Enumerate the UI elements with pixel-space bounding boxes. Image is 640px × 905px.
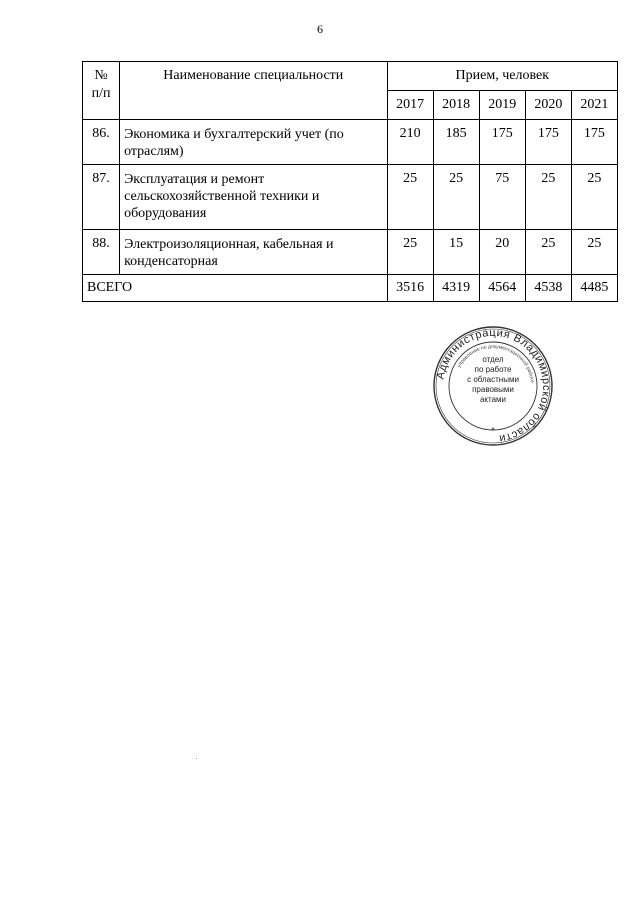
table-header-row	[83, 62, 618, 91]
stamp-center-line: правовыми	[472, 385, 514, 394]
stamp-center-line: по работе	[474, 365, 512, 374]
row-specialty: Экономика и бухгалтерский учет (по отраслям)	[120, 120, 387, 165]
admission-table	[82, 61, 618, 302]
row-value: 25	[571, 230, 617, 275]
header-year: 2017	[387, 91, 433, 120]
header-year: 2019	[479, 91, 525, 120]
stamp-star: *	[491, 426, 495, 434]
row-value: 185	[433, 120, 479, 165]
row-number: 86.	[83, 120, 120, 165]
row-number: 88.	[83, 230, 120, 275]
stamp-outer-text: Администрация Владимирской области	[434, 326, 553, 445]
header-intake: Прием, человек	[387, 62, 617, 91]
header-year: 2020	[525, 91, 571, 120]
row-specialty: Электроизоляционная, кабельная и конденсаторная	[120, 230, 387, 275]
total-value: 4485	[571, 275, 617, 302]
total-label: ВСЕГО	[83, 275, 388, 302]
row-value: 25	[571, 165, 617, 230]
row-number: 87.	[83, 165, 120, 230]
table-total-row	[83, 275, 618, 302]
row-value: 25	[387, 165, 433, 230]
row-value: 15	[433, 230, 479, 275]
stamp-center-line: с областными	[467, 375, 519, 384]
table-row	[83, 230, 618, 275]
row-value: 25	[525, 230, 571, 275]
official-stamp	[432, 325, 554, 447]
header-number	[83, 62, 120, 120]
header-year: 2018	[433, 91, 479, 120]
row-value: 25	[433, 165, 479, 230]
table-row	[83, 120, 618, 165]
row-value: 175	[571, 120, 617, 165]
stamp-center-line: актами	[479, 395, 507, 404]
total-value: 4538	[525, 275, 571, 302]
row-specialty: Эксплуатация и ремонт сельскохозяйственной техники и оборудования	[120, 165, 387, 230]
row-value: 175	[525, 120, 571, 165]
total-value: 4319	[433, 275, 479, 302]
table-row	[83, 165, 618, 230]
total-value: 3516	[387, 275, 433, 302]
row-value: 25	[525, 165, 571, 230]
row-value: 175	[479, 120, 525, 165]
row-value: 20	[479, 230, 525, 275]
header-number-line2: п/п	[91, 86, 111, 101]
header-number-line1: №	[94, 68, 108, 83]
stamp-center-text	[454, 355, 532, 405]
scan-speck	[196, 758, 197, 759]
total-value: 4564	[479, 275, 525, 302]
page-number: 6	[317, 22, 323, 36]
header-specialty-name: Наименование специальности	[120, 62, 387, 120]
header-year: 2021	[571, 91, 617, 120]
row-value: 75	[479, 165, 525, 230]
stamp-center-line: отдел	[482, 355, 504, 364]
stamp-inner-text: управление по документационной работе	[456, 343, 535, 384]
row-value: 210	[387, 120, 433, 165]
row-value: 25	[387, 230, 433, 275]
